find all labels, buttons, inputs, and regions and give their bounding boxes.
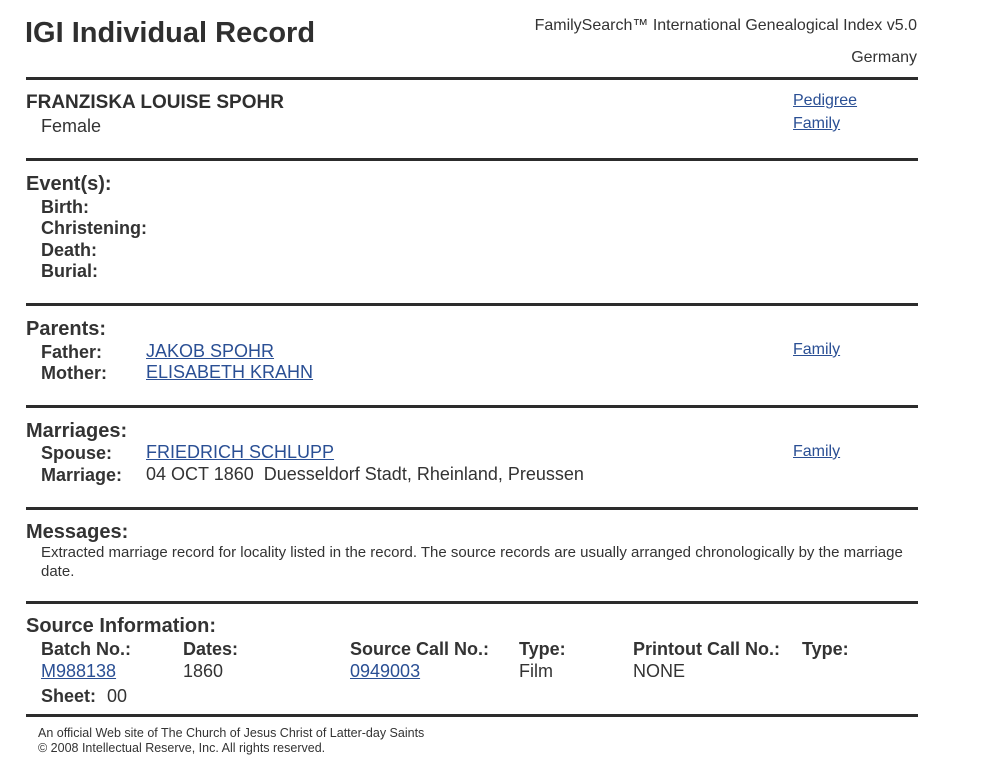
- divider: [26, 77, 918, 80]
- person-family-link[interactable]: Family: [793, 115, 841, 132]
- sheet-value: 00: [107, 686, 128, 706]
- divider: [26, 601, 918, 604]
- source-call-link[interactable]: 0949003: [350, 661, 421, 681]
- messages-heading: Messages:: [26, 521, 129, 543]
- marriage-label: Marriage:: [41, 465, 123, 485]
- message-text: Extracted marriage record for locality listed in the record. The source records are usually arranged chronologically by the marriage date.: [41, 544, 903, 580]
- sheet-label: Sheet:: [41, 686, 97, 706]
- divider: [26, 158, 918, 161]
- printout-call-label: Printout Call No.:: [633, 639, 780, 659]
- parents-heading: Parents:: [26, 318, 107, 340]
- death-label: Death:: [41, 240, 98, 260]
- christening-label: Christening:: [41, 218, 147, 238]
- dates-value: 1860: [183, 661, 224, 681]
- footer-copyright: © 2008 Intellectual Reserve, Inc. All rights reserved.: [38, 741, 326, 755]
- pedigree-link[interactable]: Pedigree: [793, 92, 858, 109]
- father-name-link[interactable]: JAKOB SPOHR: [146, 341, 275, 361]
- marriage-family-link[interactable]: Family: [793, 443, 841, 460]
- type-value: Film: [519, 661, 553, 681]
- father-label: Father:: [41, 342, 103, 362]
- site-name: FamilySearch™ International Genealogical Index v5.0: [534, 17, 917, 34]
- spouse-label: Spouse:: [41, 443, 113, 463]
- events-heading: Event(s):: [26, 173, 112, 195]
- divider: [26, 714, 918, 717]
- source-call-label: Source Call No.:: [350, 639, 490, 659]
- page-title: IGI Individual Record: [25, 17, 316, 49]
- divider: [26, 405, 918, 408]
- person-gender: Female: [41, 116, 102, 136]
- parents-family-link[interactable]: Family: [793, 341, 841, 358]
- dates-label: Dates:: [183, 639, 239, 659]
- person-name: FRANZISKA LOUISE SPOHR: [26, 92, 284, 113]
- divider: [26, 507, 918, 510]
- spouse-name-link[interactable]: FRIEDRICH SCHLUPP: [146, 442, 335, 462]
- birth-label: Birth:: [41, 197, 89, 217]
- batch-number-link[interactable]: M988138: [41, 661, 117, 681]
- source-heading: Source Information:: [26, 615, 217, 637]
- printout-call-value: NONE: [633, 661, 686, 681]
- marriages-heading: Marriages:: [26, 420, 128, 442]
- footer-line-1: An official Web site of The Church of Jesus Christ of Latter-day Saints: [38, 726, 425, 740]
- burial-label: Burial:: [41, 261, 99, 281]
- printout-type-label: Type:: [802, 639, 849, 659]
- type-label: Type:: [519, 639, 566, 659]
- divider: [26, 303, 918, 306]
- batch-label: Batch No.:: [41, 639, 131, 659]
- region-label: Germany: [851, 49, 917, 66]
- mother-name-link[interactable]: ELISABETH KRAHN: [146, 362, 314, 382]
- marriage-value: 04 OCT 1860 Duesseldorf Stadt, Rheinland, Preussen: [146, 464, 584, 484]
- mother-label: Mother:: [41, 363, 107, 383]
